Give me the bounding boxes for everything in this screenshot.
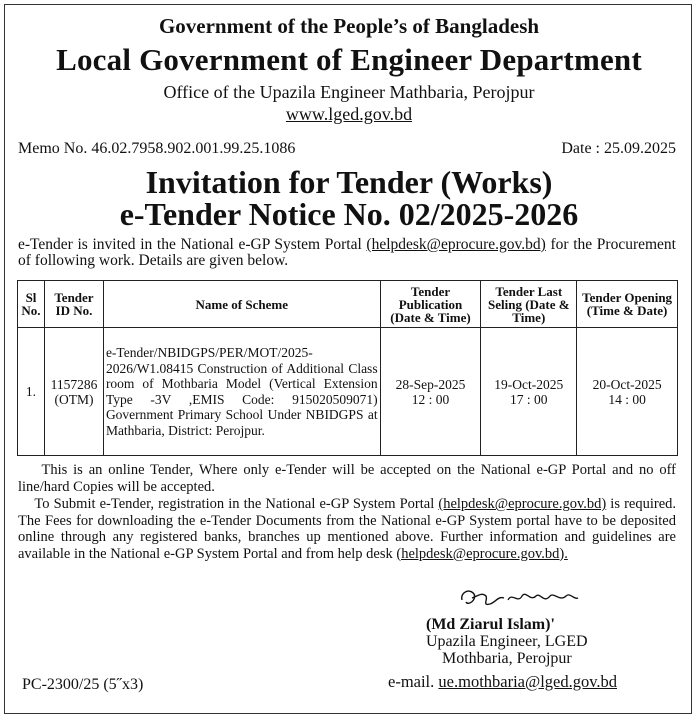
signer-name: (Md Ziarul Islam)' — [426, 616, 555, 633]
helpdesk-link-3[interactable]: (helpdesk@eprocure.gov.bd). — [396, 545, 568, 562]
cell-sl: 1. — [18, 328, 45, 456]
website-link[interactable]: www.lged.gov.bd — [285, 104, 413, 124]
signer-block — [412, 616, 692, 667]
department-name: Local Government of Engineer Department — [56, 42, 642, 77]
memo-number: Memo No. 46.02.7958.902.001.99.25.1086 — [18, 140, 296, 157]
header-sl: Sl No. — [18, 281, 45, 328]
notice-number: e-Tender Notice No. 02/2025-2026 — [119, 196, 579, 232]
memo-date: Date : 25.09.2025 — [561, 140, 676, 157]
opening-time: 14 : 00 — [608, 391, 646, 407]
opening-date: 20-Oct-2025 — [592, 376, 662, 392]
cell-tender-id: 1157286 (OTM) — [44, 328, 103, 456]
registration-note — [18, 496, 676, 562]
government-name: Government of the People’s of Bangladesh — [158, 14, 540, 38]
email-label: e-mail. — [388, 672, 439, 691]
last-selling-time: 17 : 00 — [510, 391, 548, 407]
header-opening: Tender Opening (Time & Date) — [577, 281, 678, 328]
signer-designation: Upazila Engineer, LGED — [426, 633, 588, 650]
note-1-text: This is an online Tender, Where only e-Tender will be accepted on the National e-GP Portal and no off line/hard Copies will be accepted. — [18, 462, 676, 495]
note-2-after: is required. The Fees for downloading the e-Tender Documents from the National e-GP System portal have to be deposited online through any registered banks, branches up mentioned above. Further information and guidelines are available in the National e-GP System Portal and from help desk — [18, 496, 677, 562]
intro-text-after: for the Procurement of following work. Details are given below. — [18, 236, 676, 269]
online-tender-note — [18, 462, 676, 495]
notice-title: Invitation for Tender (Works) — [145, 164, 553, 200]
cell-scheme: e-Tender/NBIDGPS/PER/MOT/2025-2026/W1.08415 Construction of Additional Class room of Mothbaria Model (Vertical Extension Type -3V ,EMIS Code: 915020509071) Government Primary School Under NBIDGPS at Mathbaria, District: Perojpur. — [103, 328, 380, 456]
header-tender-id: Tender ID No. — [44, 281, 103, 328]
helpdesk-link-2[interactable]: (helpdesk@eprocure.gov.bd) — [438, 496, 607, 512]
table-row — [18, 328, 678, 456]
signer-location: Mothbaria, Perojpur — [442, 650, 572, 667]
email-line — [388, 672, 617, 692]
cell-publication — [380, 328, 481, 456]
last-selling-date: 19-Oct-2025 — [494, 376, 564, 392]
cell-opening — [577, 328, 678, 456]
pc-number: PC-2300/25 (5˝x3) — [22, 676, 144, 693]
intro-text-before: e-Tender is invited in the National e-GP System Portal — [18, 236, 367, 253]
note-2-before: To Submit e-Tender, registration in the National e-GP System Portal — [34, 496, 439, 512]
intro-paragraph — [18, 237, 676, 269]
cell-last-selling — [481, 328, 577, 456]
helpdesk-link[interactable]: (helpdesk@eprocure.gov.bd) — [366, 236, 546, 253]
publication-time: 12 : 00 — [411, 391, 450, 407]
signature-image — [452, 578, 602, 618]
email-link[interactable]: ue.mothbaria@lged.gov.bd — [438, 672, 618, 691]
office-name: Office of the Upazila Engineer Mathbaria, Perojpur — [163, 82, 535, 102]
tender-table — [17, 280, 678, 456]
table-header-row — [18, 281, 678, 328]
publication-date: 28-Sep-2025 — [395, 376, 466, 392]
header-last-selling: Tender Last Seling (Date & Time) — [481, 281, 577, 328]
header-scheme: Name of Scheme — [103, 281, 380, 328]
header-publication: Tender Publication (Date & Time) — [380, 281, 481, 328]
